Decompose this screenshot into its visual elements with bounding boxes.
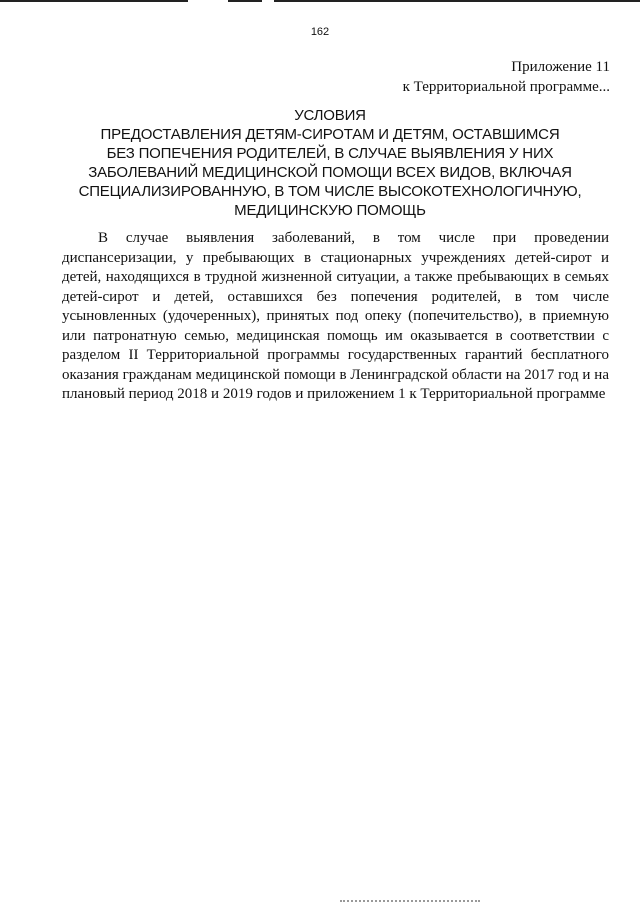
title-line: МЕДИЦИНСКУЮ ПОМОЩЬ: [234, 202, 426, 219]
appendix-line: Приложение 11: [511, 59, 610, 75]
appendix-line: к Территориальной программе...: [402, 79, 610, 95]
title-line: ПРЕДОСТАВЛЕНИЯ ДЕТЯМ-СИРОТАМ И ДЕТЯМ, ОСТАВШИМСЯ: [100, 126, 560, 143]
bottom-scan-artifact: [340, 900, 480, 902]
top-border-gap: [188, 0, 228, 3]
title-line: ЗАБОЛЕВАНИЙ МЕДИЦИНСКОЙ ПОМОЩИ ВСЕХ ВИДОВ, ВКЛЮЧАЯ: [88, 164, 572, 181]
appendix-reference: [403, 57, 610, 97]
page-number: 162: [310, 26, 330, 38]
document-title: [70, 106, 590, 220]
title-line: СПЕЦИАЛИЗИРОВАННУЮ, В ТОМ ЧИСЛЕ ВЫСОКОТЕХНОЛОГИЧНУЮ,: [78, 183, 582, 200]
title-line: УСЛОВИЯ: [294, 107, 366, 124]
top-border-gap: [262, 0, 274, 3]
body-paragraph: В случае выявления заболеваний, в том числе при проведении диспансеризации, у пребывающих в стационарных учреждениях детей-сирот и детей, находящихся в трудной жизненной ситуации, а также пребывающих в семьях детей-сирот и детей, оставшихся без попечения родителей, в том числе усыновленных (удочеренных), принятых под опеку (попечительство), в приемную или патронатную семью, медицинская помощь им оказывается в соответствии с разделом II Территориальной программы государственных гарантий бесплатного оказания гражданам медицинской помощи в Ленинградской области на 2017 год и на плановый период 2018 и 2019 годов и приложением 1 к Территориальной программе: [62, 230, 609, 402]
title-line: БЕЗ ПОПЕЧЕНИЯ РОДИТЕЛЕЙ, В СЛУЧАЕ ВЫЯВЛЕНИЯ У НИХ: [106, 145, 554, 162]
top-border-line: [0, 0, 640, 2]
